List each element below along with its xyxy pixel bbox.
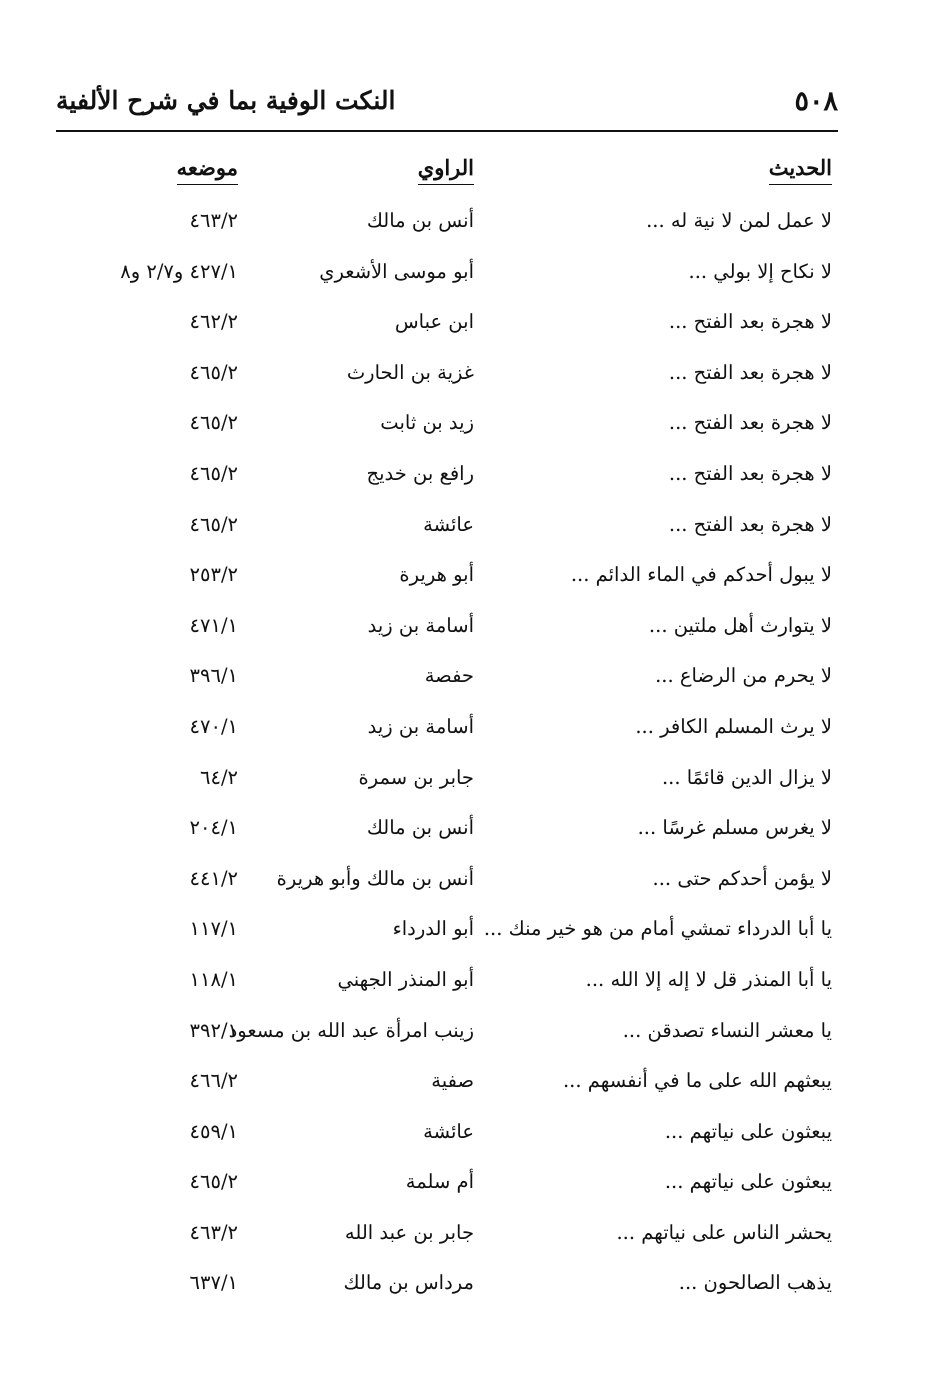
narrator-name: مرداس بن مالك — [343, 1271, 474, 1295]
narrator-name: أبو الدرداء — [392, 917, 474, 941]
hadith-text: لا يؤمن أحدكم حتى ... — [652, 866, 832, 890]
hadith-location: ٢٥٣/٢ — [189, 563, 238, 587]
hadith-text: يا معشر النساء تصدقن ... — [622, 1018, 832, 1042]
hadith-location: ٤٦٥/٢ — [189, 512, 238, 536]
hadith-location: ٤٧٠/١ — [189, 714, 238, 738]
table-row — [0, 299, 944, 350]
table-row — [0, 755, 944, 806]
hadith-text: لا يبول أحدكم في الماء الدائم ... — [570, 563, 832, 587]
narrator-name: أم سلمة — [405, 1170, 474, 1194]
table-row — [0, 1210, 944, 1261]
table-row — [0, 350, 944, 401]
table-row — [0, 805, 944, 856]
hadith-location: ٤٧١/١ — [189, 613, 238, 637]
hadith-text: يبعثهم الله على ما في أنفسهم ... — [562, 1069, 832, 1093]
hadith-location: ٣٩٦/١ — [189, 664, 238, 688]
table-row — [0, 653, 944, 704]
hadith-text: لا عمل لمن لا نية له ... — [646, 209, 832, 232]
narrator-name: أبو هريرة — [399, 563, 474, 587]
hadith-text: لا هجرة بعد الفتح ... — [668, 310, 832, 334]
narrator-name: صفية — [431, 1069, 474, 1093]
hadith-location: ٤٦٢/٢ — [189, 310, 238, 334]
table-row — [0, 1109, 944, 1160]
hadith-text: يا أبا الدرداء تمشي أمام من هو خير منك ... — [483, 917, 832, 941]
table-row — [0, 1260, 944, 1311]
table-row — [0, 451, 944, 502]
hadith-text: يذهب الصالحون ... — [678, 1271, 832, 1295]
hadith-text: لا هجرة بعد الفتح ... — [668, 360, 832, 384]
hadith-location: ٤٦٥/٢ — [189, 461, 238, 485]
table-row — [0, 957, 944, 1008]
narrator-name: أنس بن مالك — [366, 816, 474, 840]
hadith-location: ٢٠٤/١ — [189, 816, 238, 840]
hadith-text: يا أبا المنذر قل لا إله إلا الله ... — [585, 967, 832, 991]
hadith-location: ٤٢٧/١ و٢/٧ و٨ — [120, 259, 238, 283]
hadith-location: ٦٣٧/١ — [189, 1271, 238, 1295]
hadith-location: ٤٦٦/٢ — [189, 1069, 238, 1093]
narrator-name: أسامة بن زيد — [367, 714, 474, 738]
page-header — [56, 86, 838, 120]
table-row — [0, 704, 944, 755]
hadith-location: ٤٦٣/٢ — [189, 209, 238, 232]
hadith-text: لا هجرة بعد الفتح ... — [668, 512, 832, 536]
hadith-location: ٤٦٥/٢ — [189, 411, 238, 435]
table-row — [0, 603, 944, 654]
narrator-name: أبو موسى الأشعري — [319, 259, 474, 283]
hadith-text: لا يرث المسلم الكافر ... — [635, 714, 832, 738]
hadith-text: لا نكاح إلا بولي ... — [688, 259, 832, 283]
hadith-text: يبعثون على نياتهم ... — [664, 1170, 832, 1194]
hadith-text: لا يتوارث أهل ملتين ... — [648, 613, 832, 637]
table-row — [0, 502, 944, 553]
hadith-location: ٤٦٣/٢ — [189, 1220, 238, 1244]
hadith-location: ٤٦٥/٢ — [189, 1170, 238, 1194]
narrator-name: جابر بن عبد الله — [344, 1220, 474, 1244]
table-row — [0, 400, 944, 451]
narrator-name: عائشة — [423, 1119, 474, 1143]
hadith-location: ١١٧/١ — [189, 917, 238, 941]
hadith-location: ٤٥٩/١ — [189, 1119, 238, 1143]
hadith-text: لا هجرة بعد الفتح ... — [668, 461, 832, 485]
hadith-location: ١١٨/١ — [189, 967, 238, 991]
table-row — [0, 906, 944, 957]
hadith-location: ٤٦٥/٢ — [189, 360, 238, 384]
narrator-name: غزية بن الحارث — [346, 360, 474, 384]
table-row — [0, 1008, 944, 1059]
hadith-text: لا هجرة بعد الفتح ... — [668, 411, 832, 435]
table-row — [0, 198, 944, 249]
hadith-text: لا يغرس مسلم غرسًا ... — [637, 816, 832, 840]
column-heading-location: موضعه — [177, 155, 238, 185]
narrator-name: أبو المنذر الجهني — [337, 967, 474, 991]
hadith-text: يحشر الناس على نياتهم ... — [616, 1220, 832, 1244]
hadith-text: يبعثون على نياتهم ... — [664, 1119, 832, 1143]
page-number: ٥٠٨ — [794, 86, 838, 117]
narrator-name: أنس بن مالك — [366, 209, 474, 232]
column-heading-narrator: الراوي — [418, 155, 474, 185]
narrator-name: أنس بن مالك وأبو هريرة — [276, 866, 474, 890]
narrator-name: حفصة — [424, 664, 474, 688]
narrator-name: أسامة بن زيد — [367, 613, 474, 637]
table-row — [0, 1159, 944, 1210]
narrator-name: رافع بن خديج — [366, 461, 474, 485]
hadith-text: لا يزال الدين قائمًا ... — [661, 765, 832, 789]
table-row — [0, 1058, 944, 1109]
table-row — [0, 552, 944, 603]
hadith-location: ٦٤/٢ — [200, 765, 238, 789]
narrator-name: زينب امرأة عبد الله بن مسعود — [228, 1018, 474, 1042]
column-heading-hadith: الحديث — [769, 155, 832, 185]
table-row — [0, 856, 944, 907]
narrator-name: ابن عباس — [394, 310, 474, 334]
narrator-name: جابر بن سمرة — [358, 765, 474, 789]
narrator-name: عائشة — [423, 512, 474, 536]
hadith-location: ٣٩٢/١ — [189, 1018, 238, 1042]
column-headings — [0, 155, 944, 195]
narrator-name: زيد بن ثابت — [380, 411, 474, 435]
header-rule — [56, 130, 838, 132]
hadith-text: لا يحرم من الرضاع ... — [655, 664, 832, 688]
running-title: النكت الوفية بما في شرح الألفية — [56, 86, 396, 115]
hadith-index-table — [0, 198, 944, 1311]
table-row — [0, 249, 944, 300]
hadith-location: ٤٤١/٢ — [189, 866, 238, 890]
